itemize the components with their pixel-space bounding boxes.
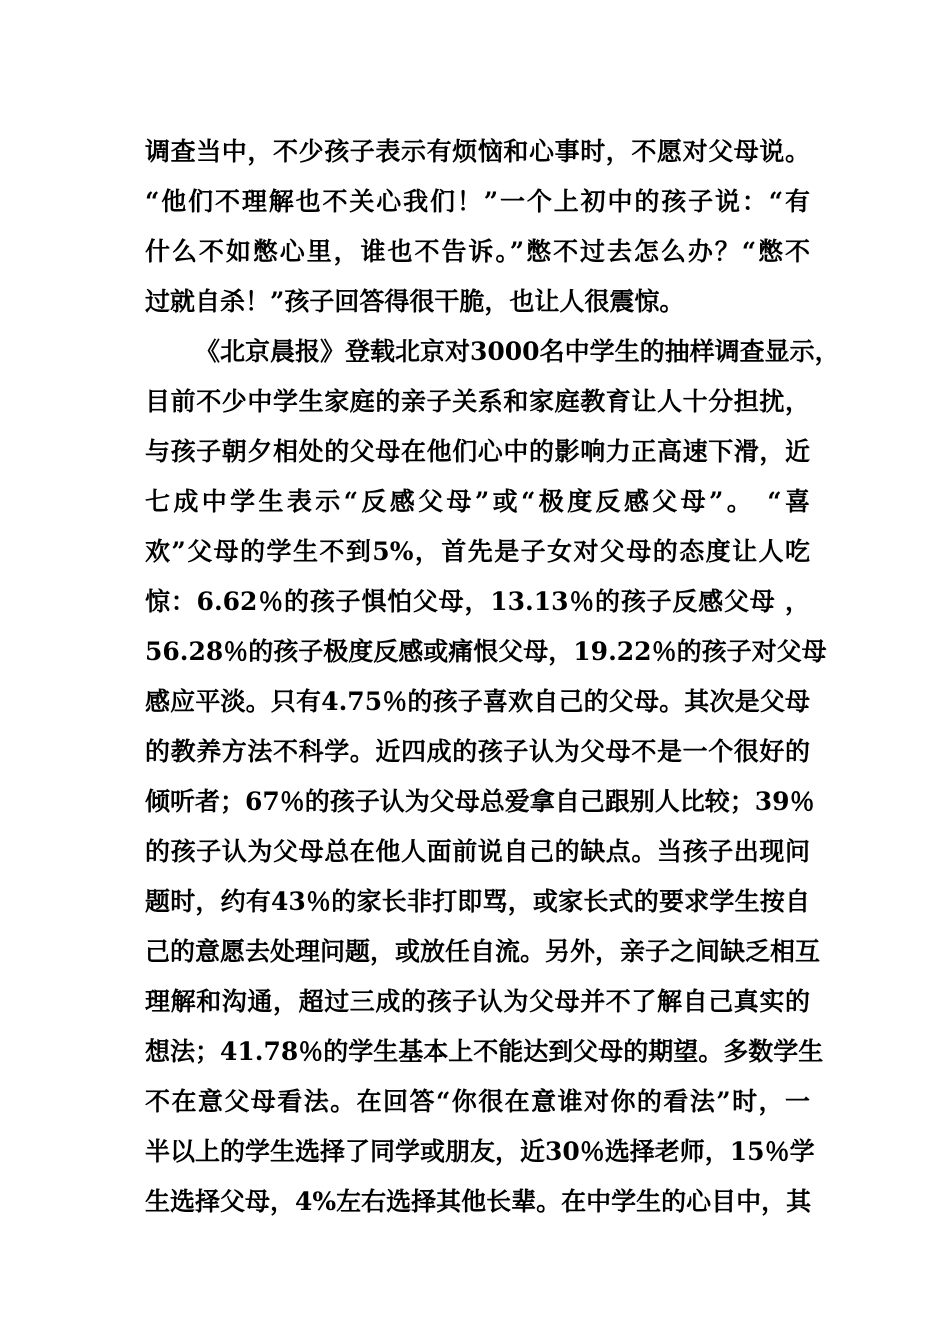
text-line: 欢”父母的学生不到5%，首先是子女对父母的态度让人吃 bbox=[145, 537, 810, 566]
text-line: 倾听者；67％的孩子认为父母总爱拿自己跟别人比较；39％ bbox=[145, 787, 815, 816]
text-line: 目前不少中学生家庭的亲子关系和家庭教育让人十分担扰， bbox=[145, 387, 810, 416]
paragraph-1 bbox=[145, 127, 810, 327]
text-line: 与孩子朝夕相处的父母在他们心中的影响力正高速下滑，近 bbox=[145, 437, 810, 466]
text-line: 56.28％的孩子极度反感或痛恨父母，19.22％的孩子对父母 bbox=[145, 637, 827, 666]
text-line: 七成中学生表示“反感父母”或“极度反感父母”。 “喜 bbox=[145, 487, 810, 516]
text-line: 理解和沟通，超过三成的孩子认为父母并不了解自己真实的 bbox=[145, 987, 810, 1016]
text-line: “他们不理解也不关心我们！”一个上初中的孩子说：“有 bbox=[145, 187, 810, 216]
text-line: 过就自杀！”孩子回答得很干脆，也让人很震惊。 bbox=[145, 287, 685, 316]
text-line: 调查当中，不少孩子表示有烦恼和心事时，不愿对父母说。 bbox=[145, 137, 810, 166]
text-line: 半以上的学生选择了同学或朋友，近30％选择老师，15％学 bbox=[145, 1137, 815, 1166]
paragraph-2 bbox=[145, 327, 840, 1227]
text-line: 不在意父母看法。在回答“你很在意谁对你的看法”时，一 bbox=[145, 1087, 810, 1116]
text-line: 《北京晨报》登载北京对3000名中学生的抽样调查显示， bbox=[195, 337, 840, 366]
text-line: 什么不如憋心里，谁也不告诉。”憋不过去怎么办？“憋不 bbox=[145, 237, 810, 266]
text-line: 的教养方法不科学。近四成的孩子认为父母不是一个很好的 bbox=[145, 737, 810, 766]
text-line: 惊：6.62％的孩子惧怕父母，13.13％的孩子反感父母 ， bbox=[145, 587, 810, 616]
body-text bbox=[145, 127, 840, 1227]
text-line: 生选择父母，4%左右选择其他长辈。在中学生的心目中，其 bbox=[145, 1187, 812, 1216]
text-line: 想法；41.78％的学生基本上不能达到父母的期望。多数学生 bbox=[145, 1037, 824, 1066]
text-line: 感应平淡。只有4.75％的孩子喜欢自己的父母。其次是父母 bbox=[145, 687, 810, 716]
text-line: 的孩子认为父母总在他人面前说自己的缺点。当孩子出现问 bbox=[145, 837, 810, 866]
text-line: 题时，约有43％的家长非打即骂，或家长式的要求学生按自 bbox=[145, 887, 810, 916]
text-line: 己的意愿去处理问题，或放任自流。另外，亲子之间缺乏相互 bbox=[145, 937, 821, 966]
